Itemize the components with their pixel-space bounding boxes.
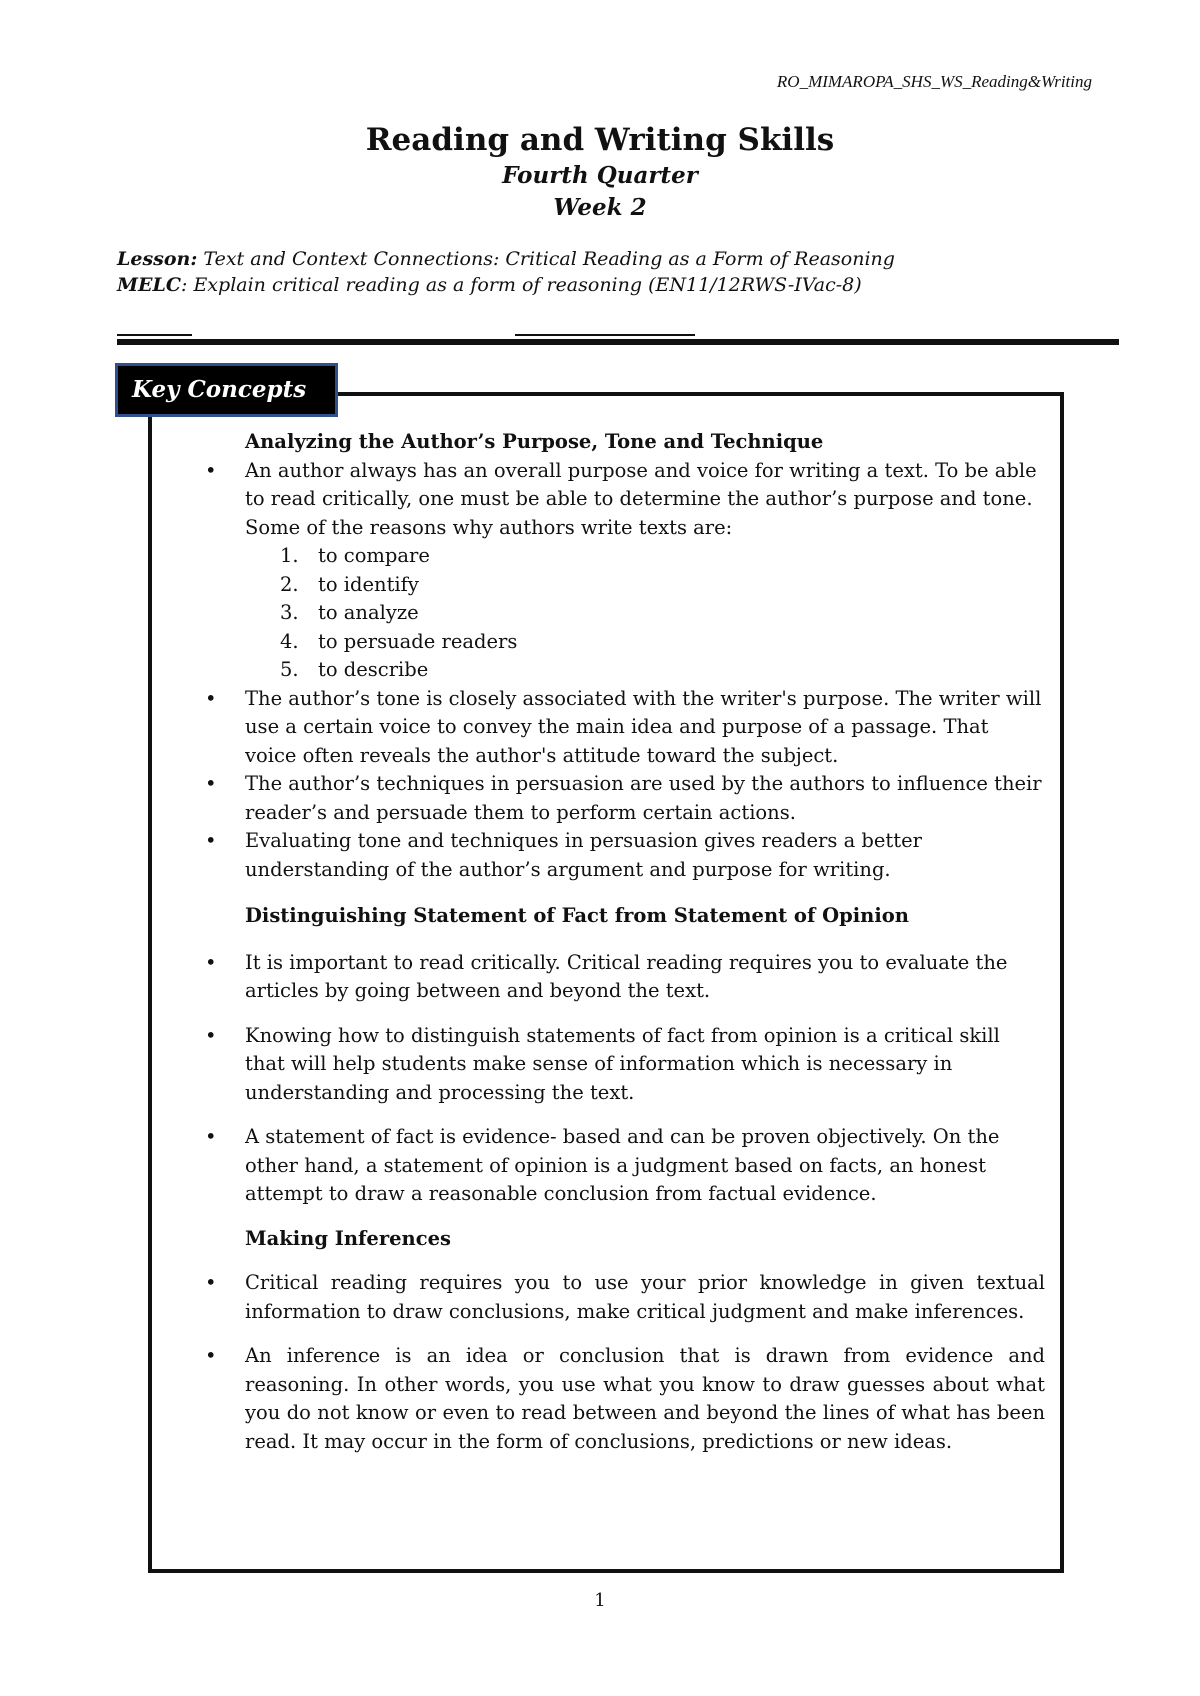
divider-thin <box>515 334 695 336</box>
item-number: 1. <box>280 544 299 567</box>
list-item: • The author’s tone is closely associated with the writer's purpose. The writer will use a certain voice to convey the main idea and purpose of a passage. That voice often reveals the author's attitude toward the subject. <box>205 685 1045 771</box>
lesson-text: Text and Context Connections: Critical Reading as a Form of Reasoning <box>197 248 895 270</box>
item-number: 2. <box>280 572 299 596</box>
key-concepts-label: Key Concepts <box>115 363 338 417</box>
item-number: 3. <box>280 601 299 624</box>
title-block <box>0 120 1200 224</box>
list-item: • Knowing how to distinguish statements of fact from opinion is a critical skill that will help students make sense of information which is necessary in understanding and processing the text. <box>205 1022 1045 1108</box>
section-heading: Distinguishing Statement of Fact from Statement of Opinion <box>245 904 909 927</box>
lesson-info <box>117 246 895 298</box>
list-item: • Critical reading requires you to use your prior knowledge in given textual information to draw conclusions, make critical judgment and make inferences. <box>205 1269 1045 1326</box>
quarter-subtitle: Fourth Quarter <box>502 162 698 189</box>
key-concepts-content <box>205 428 1045 1456</box>
list-item <box>205 457 1045 685</box>
section-heading: Analyzing the Author’s Purpose, Tone and Technique <box>245 430 824 453</box>
bullet-list <box>205 1342 1045 1456</box>
document-code: RO_MIMAROPA_SHS_WS_Reading&Writing <box>776 72 1092 91</box>
item-number: 5. <box>280 658 299 681</box>
list-item <box>280 599 1045 628</box>
lesson-label: Lesson: <box>117 248 198 270</box>
item-number: 4. <box>280 629 299 653</box>
item-text: to identify <box>318 572 419 596</box>
divider-thick <box>117 339 1119 345</box>
item-text: to compare <box>318 544 430 567</box>
list-item <box>280 542 1045 571</box>
lesson-line <box>117 246 895 272</box>
item-text: to analyze <box>318 601 419 624</box>
list-item: • An inference is an idea or conclusion that is drawn from evidence and reasoning. In other words, you use what you know to draw guesses about what you do not know or even to read between and beyond the lines of what has been read. It may occur in the form of conclusions, predictions or new ideas. <box>205 1342 1045 1456</box>
list-item <box>280 628 1045 657</box>
bullet-list <box>205 1022 1045 1108</box>
bullet-list <box>205 457 1045 885</box>
week-subtitle: Week 2 <box>553 194 647 221</box>
bullet-text: An author always has an overall purpose and voice for writing a text. To be able to read critically, one must be able to determine the author’s purpose and tone. Some of the reasons why authors write texts are: <box>245 458 1037 539</box>
page-number: 1 <box>594 1590 606 1611</box>
melc-label: MELC <box>117 274 181 296</box>
melc-text: : Explain critical reading as a form of reasoning (EN11/12RWS-IVac-8) <box>181 274 862 296</box>
list-item <box>280 571 1045 600</box>
melc-line <box>117 272 895 298</box>
reasons-list <box>245 542 1045 685</box>
page-title: Reading and Writing Skills <box>365 122 835 158</box>
list-item: • The author’s techniques in persuasion are used by the authors to influence their reader’s and persuade them to perform certain actions. <box>205 770 1045 827</box>
bullet-list <box>205 1123 1045 1209</box>
bullet-list <box>205 1269 1045 1326</box>
divider-thin <box>117 334 192 336</box>
section-heading: Making Inferences <box>245 1226 451 1250</box>
list-item: • Evaluating tone and techniques in persuasion gives readers a better understanding of the author’s argument and purpose for writing. <box>205 827 1045 884</box>
list-item: • It is important to read critically. Critical reading requires you to evaluate the articles by going between and beyond the text. <box>205 949 1045 1006</box>
item-text: to persuade readers <box>318 629 518 653</box>
item-text: to describe <box>318 658 429 681</box>
list-item: • A statement of fact is evidence- based and can be proven objectively. On the other hand, a statement of opinion is a judgment based on facts, an honest attempt to draw a reasonable conclusion from factual evidence. <box>205 1123 1045 1209</box>
list-item <box>280 656 1045 685</box>
bullet-list <box>205 949 1045 1006</box>
